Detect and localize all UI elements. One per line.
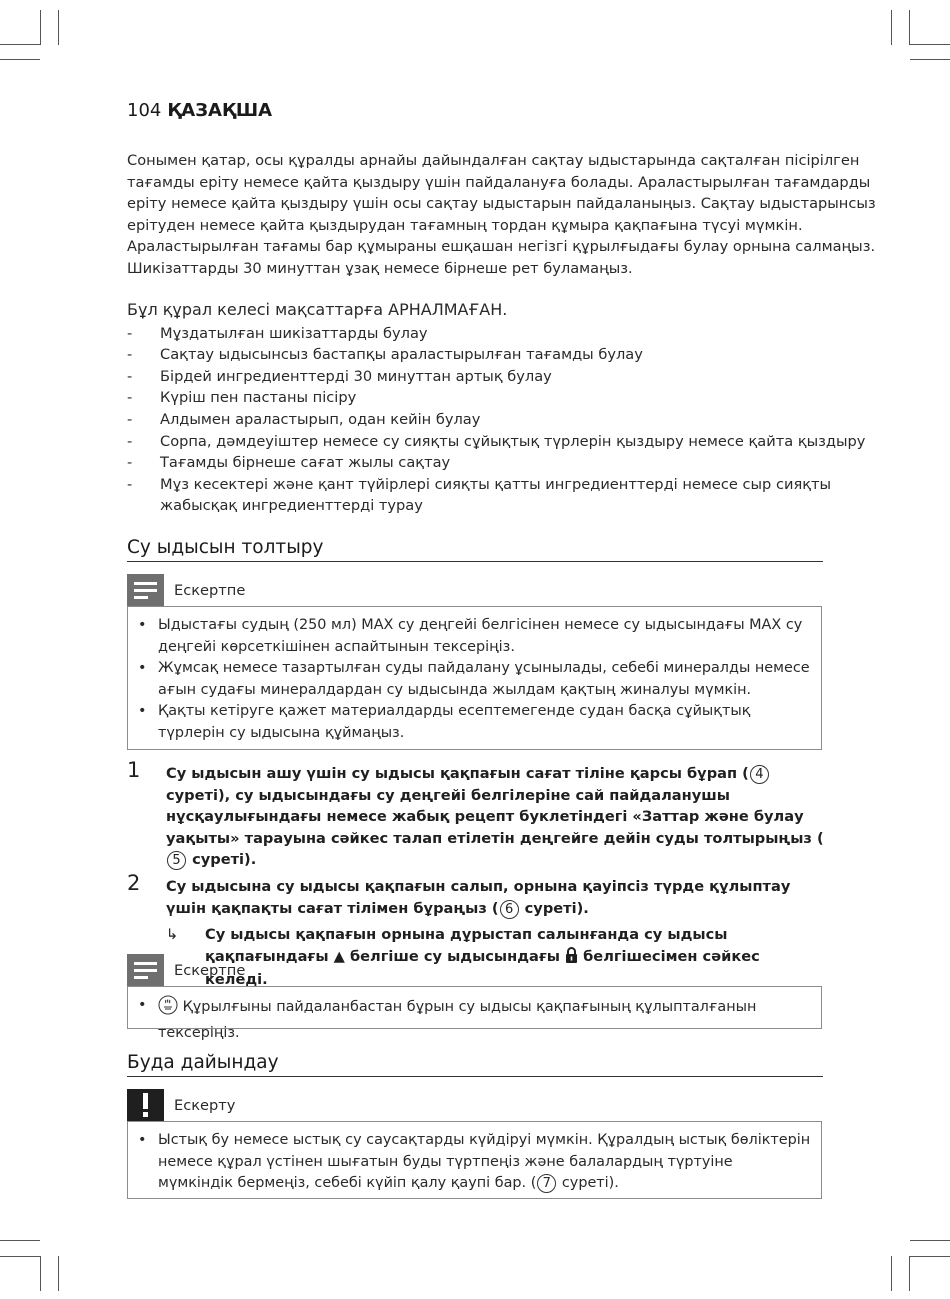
figure-ref: 4 <box>750 765 769 784</box>
step-text: суреті). <box>519 899 589 917</box>
step-text: Су ыдысына су ыдысы қақпағын салып, орнына қауіпсіз түрде құлыптау үшін қақпақты сағат тілімен бұраңыз ( <box>166 877 791 917</box>
intro-line: Сонымен қатар, осы құралды арнайы дайындалған сақтау ыдыстарында сақталған пісірілген <box>127 152 860 169</box>
crop-mark <box>910 44 950 45</box>
step-text: суреті). <box>187 851 257 869</box>
warning-label: Ескерту <box>174 1096 236 1114</box>
crop-mark <box>910 1240 950 1241</box>
list-item: - Алдымен араластырып, одан кейін булау <box>127 409 847 431</box>
crop-mark <box>891 10 892 45</box>
note-item: • Жұмсақ немесе тазартылған суды пайдалану ұсынылады, себебі минералды немесе ағын судағы минералдардан су ыдысында жылдам қақтың жиналуы мүмкін. <box>138 658 811 701</box>
list-item: - Мұз кесектері және қант түйірлері сияқты қатты ингредиенттерді немесе сыр сияқты <box>127 474 847 496</box>
note-icon <box>127 954 164 986</box>
step-text: Су ыдысын ашу үшін су ыдысы қақпағын сағат тіліне қарсы бұрап ( <box>166 765 749 782</box>
step-number: 1 <box>127 758 141 782</box>
intro-line: Араластырылған тағамы бар құмыраны ешқашан негізгі құрылғыдағы булау орнына салмаңыз. <box>127 238 876 256</box>
crop-mark <box>909 1256 910 1291</box>
note-item <box>138 995 811 1044</box>
note-header <box>127 954 245 986</box>
list-item: - Бірдей ингредиенттерді 30 минуттан артық булау <box>127 366 847 388</box>
warning-text: Ыстық бу немесе ыстық су саусақтарды күйдіруі мүмкін. Құралдың ыстық бөліктерін немесе құрал үстінен шығатын буды түртпеңіз және балалардың түртуіне мүмкіндік бермеңіз, себебі күйіп қалу қаупі бар. ( <box>158 1132 811 1192</box>
section-heading: Су ыдысын толтыру <box>127 537 823 562</box>
step-number: 2 <box>127 870 141 895</box>
crop-mark <box>40 1256 41 1291</box>
step <box>127 758 827 871</box>
triangle-icon: ▲ <box>333 947 345 965</box>
note-box <box>127 606 822 750</box>
list-item-continuation <box>127 495 847 517</box>
warning-header <box>127 1089 235 1121</box>
result-text: белгішесімен сәйкес келеді. <box>205 947 760 989</box>
language-title: ҚАЗАҚША <box>167 100 273 121</box>
warning-text: суреті). <box>557 1175 619 1192</box>
crop-mark <box>0 44 40 45</box>
crop-mark <box>910 59 950 60</box>
crop-mark <box>0 1240 40 1241</box>
list-item: - Күріш пен пастаны пісіру <box>127 387 847 409</box>
intro-line: еріту немесе қайта қыздыру үшін осы сақтау ыдыстарын пайдаланыңыз. Сақтау ыдыстарынсыз <box>127 195 876 213</box>
crop-mark <box>58 10 59 45</box>
list-item: - Сорпа, дәмдеуіштер немесе су сияқты сұйықтық түрлерін қыздыру немесе қайта қыздыру <box>127 431 847 453</box>
note-text: Құрылғыны пайдаланбастан бұрын су ыдысы қақпағының құлыпталғанын тексеріңіз. <box>158 999 757 1041</box>
note-label: Ескертпе <box>174 581 246 599</box>
crop-mark <box>909 10 910 45</box>
crop-mark <box>58 1256 59 1291</box>
exclamation-icon <box>127 1089 164 1121</box>
figure-ref: 6 <box>500 900 519 919</box>
list-item-text: жабысқақ ингредиенттерді турау <box>160 497 423 515</box>
not-intended-list <box>127 323 866 517</box>
crop-mark <box>40 10 41 45</box>
page-header <box>127 100 272 121</box>
intro-line: ерітуден немесе қайта қыздырудан тағамның тордан құмыра қақпағына түсуі мүмкін. <box>127 216 803 234</box>
section-heading: Буда дайындау <box>127 1052 823 1077</box>
step-text: суреті), су ыдысындағы су деңгейі белгілеріне сай пайдаланушы нұсқаулығындағы немесе жабық рецепт буклетіндегі «Заттар және булау уақыты» тарауына сәйкес талап етілетін деңгейге дейін суды толтырыңыз ( <box>166 786 824 847</box>
crop-mark <box>0 1256 40 1257</box>
step-result <box>166 924 827 991</box>
intro-paragraph <box>127 150 876 280</box>
note-header <box>127 574 245 606</box>
note-item: • Қақты кетіруге қажет материалдарды есептемегенде судан басқа сұйықтық түрлерін су ыдысына құймаңыз. <box>138 701 811 744</box>
crop-mark <box>0 59 40 60</box>
intro-line: Шикізаттарды 30 минуттан ұзақ немесе бірнеше рет буламаңыз. <box>127 259 633 277</box>
not-intended-title: Бұл құрал келесі мақсаттарға АРНАЛМАҒАН. <box>127 300 508 319</box>
warning-box <box>127 1121 822 1199</box>
warning-item <box>138 1130 811 1195</box>
intro-line: тағамды еріту немесе қайта қыздыру үшін пайдалануға болады. Араластырылған тағамдарды <box>127 173 871 191</box>
crop-mark <box>891 1256 892 1291</box>
list-item: - Мұздатылған шикізаттарды булау <box>127 323 847 345</box>
note-box <box>127 986 822 1041</box>
figure-ref: 7 <box>537 1174 556 1193</box>
result-text: белгіше су ыдысындағы <box>344 947 566 965</box>
page-number: 104 <box>127 100 162 121</box>
result-arrow-icon: ↳ <box>166 926 179 944</box>
result-text: Су ыдысы қақпағын орнына дұрыстап салынғанда су ыдысы қақпағындағы <box>205 926 728 965</box>
not-intended-section <box>127 299 866 517</box>
lock-icon <box>565 947 578 970</box>
note-icon <box>127 574 164 606</box>
figure-ref: 5 <box>167 851 186 870</box>
step <box>127 870 827 919</box>
crop-mark <box>910 1256 950 1257</box>
list-item: - Тағамды бірнеше сағат жылы сақтау <box>127 452 847 474</box>
note-label: Ескертпе <box>174 961 246 979</box>
list-item: - Сақтау ыдысынсыз бастапқы араластырылған тағамды булау <box>127 344 847 366</box>
steam-icon <box>158 995 178 1023</box>
note-item: • Ыдыстағы судың (250 мл) MAX су деңгейі белгісінен немесе су ыдысындағы MAX су деңгейі көрсеткішінен аспайтынын тексеріңіз. <box>138 615 811 658</box>
